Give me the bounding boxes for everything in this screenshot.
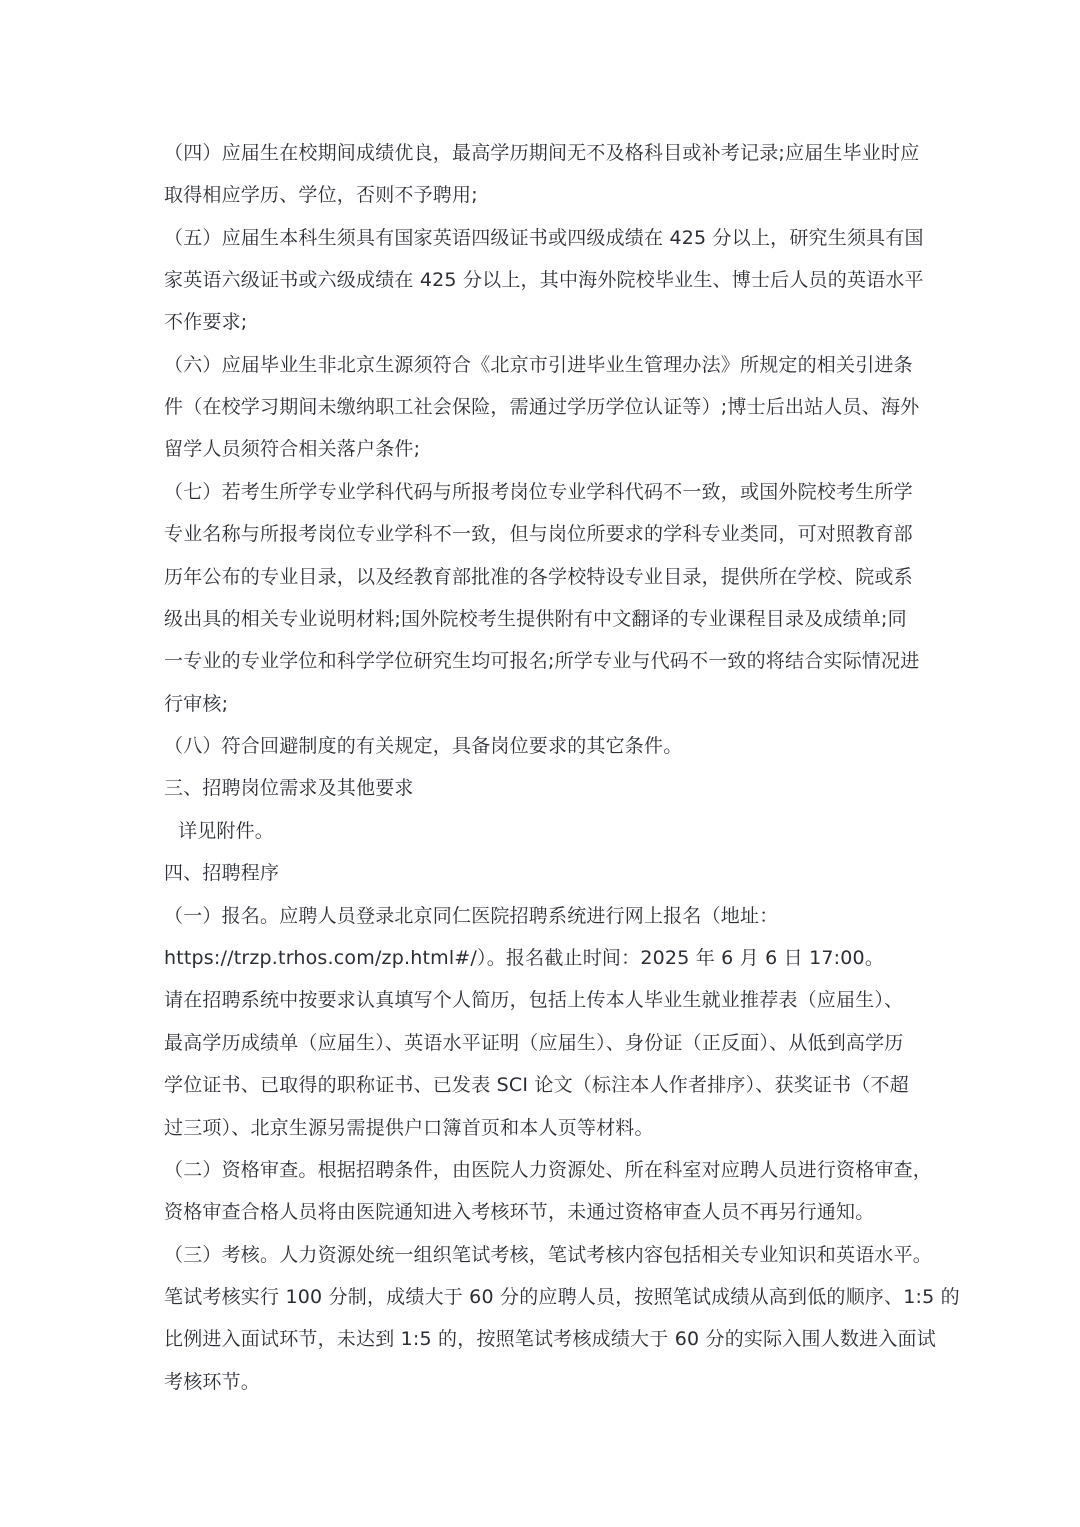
text-line: 请在招聘系统中按要求认真填写个人简历，包括上传本人毕业生就业推荐表（应届生）、 [164,989,904,1011]
text-line: 比例进入面试环节，未达到 1:5 的，按照笔试考核成绩大于 60 分的实际入围人数进入面试 [164,1328,936,1350]
text-line: （七）若考生所学专业学科代码与所报考岗位专业学科代码不一致，或国外院校考生所学 [164,481,913,503]
text-line: 最高学历成绩单（应届生）、英语水平证明（应届生）、身份证（正反面）、从低到高学历 [164,1032,904,1054]
text-line: 取得相应学历、学位，否则不予聘用; [164,184,478,206]
text-line: 不作要求; [164,311,248,333]
text-line: 专业名称与所报考岗位专业学科不一致，但与岗位所要求的学科专业类同，可对照教育部 [164,523,913,545]
text-line: （六）应届毕业生非北京生源须符合《北京市引进毕业生管理办法》所规定的相关引进条 [164,354,913,376]
text-line: 级出具的相关专业说明材料;国外院校考生提供附有中文翻译的专业课程目录及成绩单;同 [164,608,907,630]
text-line: 行审核; [164,693,229,715]
text-line: （五）应届生本科生须具有国家英语四级证书或四级成绩在 425 分以上，研究生须具有国 [164,227,924,249]
text-line: 资格审查合格人员将由医院通知进入考核环节，未通过资格审查人员不再另行通知。 [164,1201,875,1223]
text-line: （二）资格审查。根据招聘条件，由医院人力资源处、所在科室对应聘人员进行资格审查， [164,1159,933,1181]
text-line: 件（在校学习期间未缴纳职工社会保险，需通过学历学位认证等）;博士后出站人员、海外 [164,396,920,418]
text-line: 考核环节。 [164,1371,261,1393]
text-line: （三）考核。人力资源处统一组织笔试考核，笔试考核内容包括相关专业知识和英语水平。 [164,1244,933,1266]
text-line: 历年公布的专业目录，以及经教育部批准的各学校特设专业目录，提供所在学校、院或系 [164,566,913,588]
text-line: 留学人员须符合相关落户条件; [164,438,421,460]
text-line: （八）符合回避制度的有关规定，具备岗位要求的其它条件。 [164,735,683,757]
text-line: 详见附件。 [178,820,275,842]
text-line: 一专业的专业学位和科学学位研究生均可报名;所学专业与代码不一致的将结合实际情况进 [164,650,920,672]
text-line: 家英语六级证书或六级成绩在 425 分以上，其中海外院校毕业生、博士后人员的英语水平 [164,269,924,291]
section-heading: 三、招聘岗位需求及其他要求 [164,777,414,799]
text-line: 学位证书、已取得的职称证书、已发表 SCI 论文（标注本人作者排序）、获奖证书（不超 [164,1074,909,1096]
text-line: https://trzp.trhos.com/zp.html#/）。报名截止时间：2025 年 6 月 6 日 17:00。 [164,947,885,969]
section-heading: 四、招聘程序 [164,862,280,884]
text-line: （一）报名。应聘人员登录北京同仁医院招聘系统进行网上报名（地址： [164,905,779,927]
text-line: 笔试考核实行 100 分制，成绩大于 60 分的应聘人员，按照笔试成绩从高到低的顺序、1:5 的 [164,1286,960,1308]
text-line: 过三项）、北京生源另需提供户口簿首页和本人页等材料。 [164,1117,654,1139]
text-line: （四）应届生在校期间成绩优良，最高学历期间无不及格科目或补考记录;应届生毕业时应 [164,142,920,164]
